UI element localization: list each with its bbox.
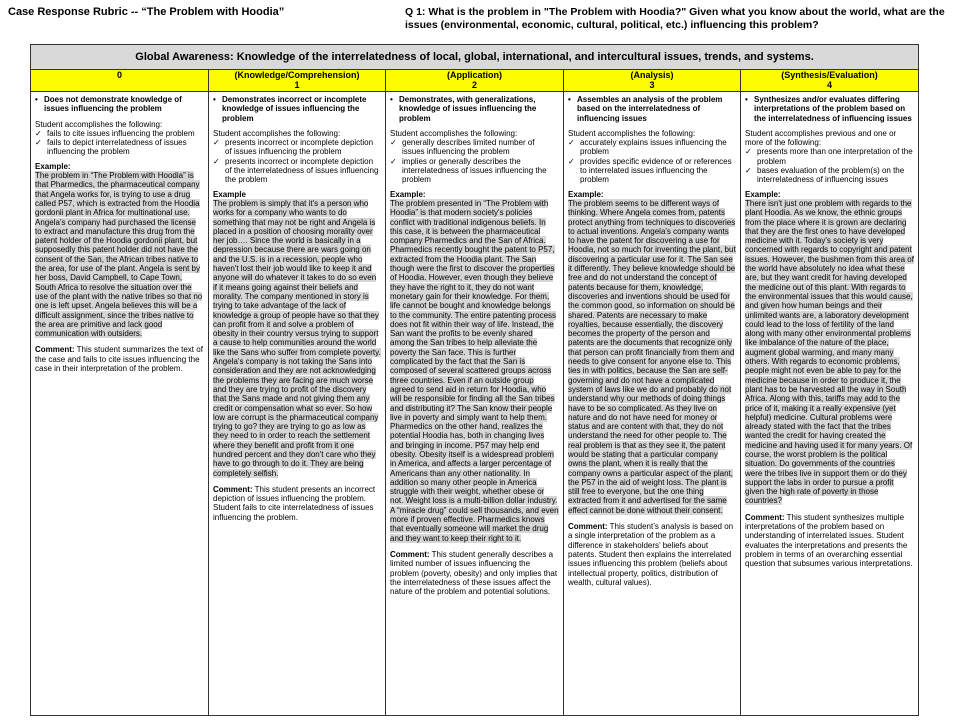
criterion: • Synthesizes and/or evaluates differing interpretations of the problem based on the interrelatedness of influencing issues — [745, 95, 912, 123]
example-text: The problem seems to be different ways of thinking. Where Angela comes from, patents protect anything from techniques to discoveries to actual inventions. Angela's company wants to have the patent for discovering a use for Hoodia, not so much for inventing the plant, but discovering a particular use for it. The San see it differently. They believe knowledge should be free and do not understand the concept of patents because for them, knowledge, discoveries and inventions should be used for the common good, so information on should be shared. Patents are necessary to make royalties, because essentially, the discovery becomes the property of the person and patents are the documents that recognize only that person can profit financially from them and needs to give consent for anyone else to. This ties in with politics, because the San are self-governing and do not have a complicated system of laws like we do and probably do not understand why our methods of doing things have to be so complicated. As they live on nature and do not have need for money or status and are content with that, they do not understand the need for other people to. The real problem is that as they see it, the patent would be stating that a particular company owns the plant, when it is really that the company owns a particular aspect of the plant, the P57 in the aid of weight loss. The plant is still free to everyone, but the one thing extracted from it and advertised for the same effect cannot be done without their consent. — [568, 198, 736, 515]
comment: Comment: This student’s analysis is based on a single interpretation of the problem as a difference in stakeholders’ beliefs about patents. Student then explains the interrelated issues influencing this problem (beliefs about intellectual property, politics, distribution of wealth, cultural values). — [568, 522, 734, 587]
accomplishes-label: Student accomplishes the following: — [35, 119, 163, 129]
comment-label: Comment: — [213, 484, 253, 494]
criterion: • Does not demonstrate knowledge of issues influencing the problem — [35, 95, 182, 114]
checklist-item: ✓ provides specific evidence of or references to interrelated issues influencing the problem — [568, 156, 732, 185]
accomplishes-label: Student accomplishes the following: — [568, 128, 696, 138]
check-icon: ✓ — [213, 156, 220, 166]
rubric-column-0 — [31, 92, 209, 716]
bullet-icon: • — [390, 95, 393, 104]
comment-label: Comment: — [745, 512, 785, 522]
example-text: The problem presented in “The Problem with Hoodia” is that modern society's policies conflict with traditional indigenous beliefs. In this case, it is between the pharmaceutical company Pharmedics and the San of Africa. Pharmedics recently bought the patent to P57, extracted from the Hoodia plant. The San though were the first to discover the properties of Hoodia. However, even though they believe they have the right to it, they do not want monetary gain for their knowledge. For them, life cannot be bought and knowledge belongs to the community. The entire patenting process does not fit within their way of life. Instead, the San want the profits to be evenly shared among the San tribes to help alleviate the poverty the San face. This is further complicated by the fact that the San is composed of several scattered groups across three countries. Even if an outside group agreed to send aid in return for Hoodia, who will be responsible for finding all the San tribes and distributing it? The San know their people live in poverty and simply want to help them. Pharmedics on the other hand, realizes the potential Hoodia has, both in changing lives and bringing in income. P57 may help end obesity. Obesity itself is a widespread problem in America, and affects a larger percentage of Americans than any other nationality. In addition so many other people in America struggle with their weight, whether obese or not. Weight loss is a multi-billion dollar industry. A “miracle drug” could sell thousands, and even more if proven effective. Pharmedics knows that eventually someone will market the drug and they want to keep their right to it. — [390, 198, 559, 543]
level-score: 3 — [649, 80, 655, 90]
example-text: The problem in “The Problem with Hoodia” is that Pharmedics, the pharmaceutical company that Angela works for, is trying to use a drug called P57, which is extracted from the Hoodia gordonii plant in Africa for multinational use. Angela’s company had purchased the license to extract and manufacture this drug from the patent holder of the Hoodia gordonii plant, but supposedly this patent holder did not have the consent of the San, the African tribes native to the area, for use of the plant. Angela is sent by her boss, David Campbell, to Cape Town, South Africa to resolve the situation over the use of the plant with the native tribes so that no one is left upset. Angela believes this will be a difficult assignment, since the tribes native to the area are primitive and lack good communication with outsiders. — [35, 171, 203, 339]
level-name: (Synthesis/Evaluation) — [781, 70, 878, 80]
checklist-item: ✓ generally describes limited number of issues influencing the problem — [390, 138, 535, 157]
accomplishes-label: Student accomplishes the following: — [213, 128, 341, 138]
example-label: Example: — [568, 189, 604, 199]
check-icon: ✓ — [745, 147, 752, 157]
level-score: 2 — [471, 80, 477, 90]
example-label: Example: — [390, 189, 426, 199]
rubric-column-1 — [209, 92, 386, 716]
criterion: • Demonstrates, with generalizations, knowledge of issues influencing the problem — [390, 95, 537, 123]
example-label: Example — [213, 189, 246, 199]
criterion: • Demonstrates incorrect or incomplete knowledge of issues influencing the problem — [213, 95, 367, 123]
check-icon: ✓ — [213, 138, 220, 148]
level-name: (Analysis) — [630, 70, 674, 80]
example-text: There isn't just one problem with regards to the plant Hoodia. As we know, the ethnic groups from the place where it is grown are declaring that they are the first ones to have developed medicine with it. Today's society is very concerned with regards to copyright and patent issues. However, the bushmen from this area of the world have absolutely no idea what these are, but they want credit for having developed the medicine out of this plant. With regards to the environmental issues that this would cause, and given how human beings and their unlimited wants are, a laboratory development could lead to the loss of fertility of the land along with many other environmental problems like imbalance of the nature of the place, augment global warming, and many many others. With regards to economic problems, people might not even be able to pay for the medicine because in order to produce it, the plant has to be harvested all the way in South Africa. Along with this, tariffs may add to the price of it, making it a really expensive (yet helpful) medicine. Cultural problems were already stated with the fact that the tribes wanted the credit for having created the medicine and having used it for many years. Of course, the worst problem is the political situation. Do governments of the countries were the tribes live in support them or do they support the labs in order to pursue a profit given the high rate of poverty in those countries? — [745, 198, 914, 506]
level-name: (Knowledge/Comprehension) — [234, 70, 360, 80]
checklist-item: ✓ accurately explains issues influencing the problem — [568, 138, 727, 157]
example-text: The problem is simply that it's a person who works for a company who wants to do something that may not be right and Angela is placed in a position of choosing morality over her job…. Since the world is basically in a depression because there are wars going on and the U.S. is in a recession, people who haven't lost their job would like to keep it and anyone will do whatever it takes to do so even if it means going against their beliefs and morality. The company mentioned in story is trying to take advantage of the lack of knowledge a group of people have so that they can profit from it and solve a problem of obesity in their country versus trying to support a cause to help communities around the world like the Sans who suffer from complete poverty. Angela's company is not taking the Sans into consideration and they are not acknowledging the problems they are facing are much worse and they are trying to profit of the discovery that the Sans made and not giving them any credit or compensation what so ever. So how low are corrupt is the pharmaceutical company trying to go? they are trying to go as low as they need to in order to reach the settlement where they benefit and profit from it one hundred percent and they don't care who they have to go through to do it. They are being completely selfish. — [213, 198, 381, 478]
accomplishes-label: Student accomplishes previous and one or more of the following: — [745, 128, 897, 148]
example-label: Example: — [35, 161, 71, 171]
level-score: 4 — [827, 80, 833, 90]
checklist-item: ✓ presents more than one interpretation of the problem — [745, 147, 913, 166]
checklist-item: ✓ fails to cite issues influencing the problem — [35, 128, 195, 138]
bullet-icon: • — [35, 95, 38, 104]
level-score: 1 — [294, 80, 300, 90]
comment-label: Comment: — [35, 345, 75, 355]
check-icon: ✓ — [35, 138, 42, 148]
accomplishes-label: Student accomplishes the following: — [390, 128, 518, 138]
level-header-4 — [741, 70, 919, 92]
checklist-item: ✓ implies or generally describes the interrelatedness of issues influencing the problem — [390, 156, 547, 185]
checklist-item: ✓ presents incorrect or incomplete depiction of the interrelatedness of issues influencing the problem — [213, 156, 379, 185]
criterion: • Assembles an analysis of the problem based on the interrelatedness of influencing issues — [568, 95, 723, 123]
level-header-1 — [209, 70, 386, 92]
check-icon: ✓ — [35, 128, 42, 138]
level-name: (Application) — [447, 70, 502, 80]
check-icon: ✓ — [390, 138, 397, 148]
comment: Comment: This student presents an incorrect depiction of issues influencing the problem. Student fails to cite interrelatedness of issues influencing the problem. — [213, 484, 376, 522]
rubric-document-title: Case Response Rubric -- “The Problem with Hoodia” — [8, 6, 285, 18]
rubric-column-4 — [741, 92, 919, 716]
level-header-3 — [564, 70, 741, 92]
case-question: Q 1: What is the problem in "The Problem with Hoodia?" Given what you know about the world, what are the issues (environmental, economic, cultural, political, etc.) influencing this problem? — [405, 6, 945, 31]
level-header-2 — [386, 70, 564, 92]
bullet-icon: • — [568, 95, 571, 104]
check-icon: ✓ — [390, 156, 397, 166]
comment: Comment: This student generally describes a limited number of issues influencing the problem (poverty, obesity) and only implies that the interrelatedness of these issues affect the nature of the problem and potential solutions. — [390, 549, 558, 597]
check-icon: ✓ — [745, 166, 752, 176]
check-icon: ✓ — [568, 138, 575, 148]
comment: Comment: This student synthesizes multiple interpretations of the problem based on understanding of interrelated issues. Student evaluates the interpretations and presents the problem in terms of an overarching essential question that subsumes various interpretations. — [745, 512, 913, 569]
checklist-item: ✓ bases evaluation of the problem(s) on the interrelatedness of influencing issues — [745, 166, 905, 185]
checklist-item: ✓ presents incorrect or incomplete depiction of issues influencing the problem — [213, 138, 374, 157]
rubric-column-3 — [564, 92, 741, 716]
rubric-table — [30, 44, 919, 716]
comment-label: Comment: — [568, 522, 608, 532]
comment-label: Comment: — [390, 549, 430, 559]
bullet-icon: • — [745, 95, 748, 104]
rubric-column-2 — [386, 92, 564, 716]
check-icon: ✓ — [568, 156, 575, 166]
level-header-0 — [31, 70, 209, 92]
example-label: Example: — [745, 189, 781, 199]
comment: Comment: This student summarizes the text of the case and fails to cite issues influencing the case in their interpretation of the problem. — [35, 345, 203, 374]
level-score: 0 — [116, 70, 122, 80]
rubric-title: Global Awareness: Knowledge of the interrelatedness of local, global, international, and intercultural issues, trends, and systems. — [31, 45, 919, 70]
bullet-icon: • — [213, 95, 216, 104]
checklist-item: ✓ fails to depict interrelatedness of issues influencing the problem — [35, 138, 187, 157]
